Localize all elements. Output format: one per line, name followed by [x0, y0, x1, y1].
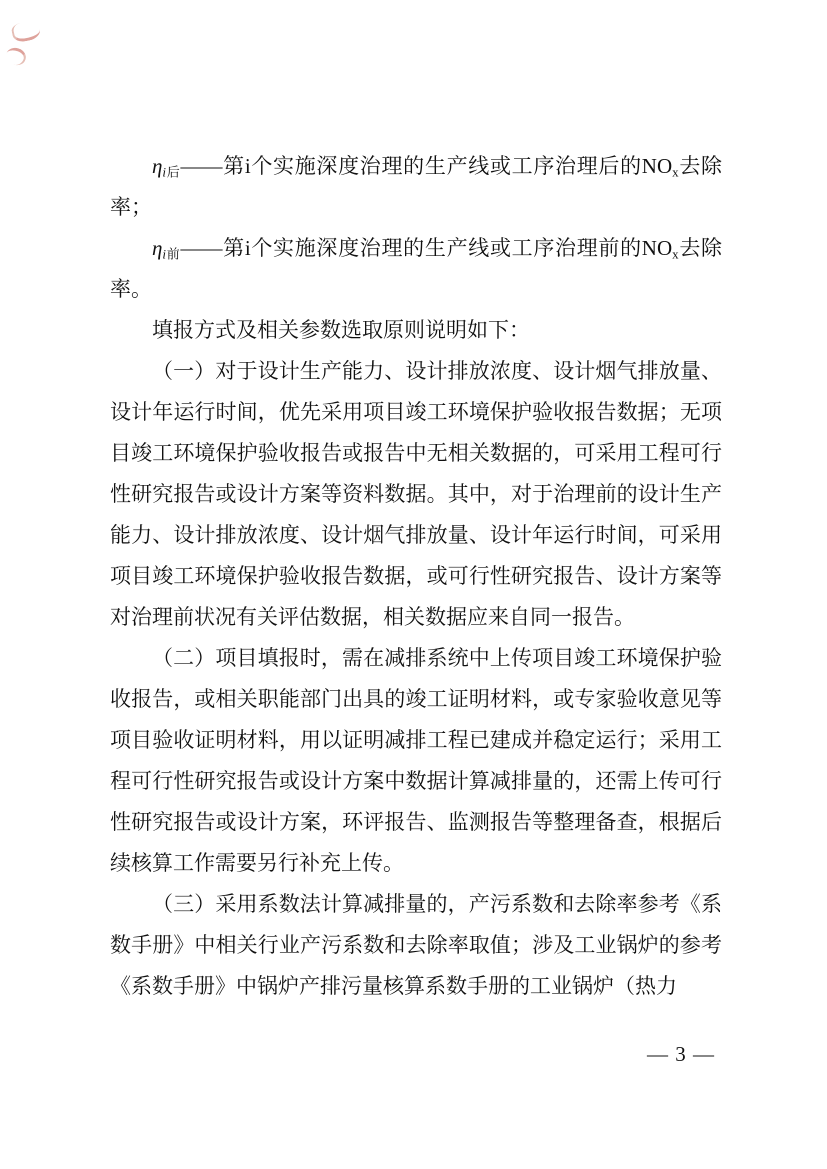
- definition-text: ——第i个实施深度治理的生产线或工序治理前的NO: [180, 236, 673, 260]
- subscript-x: x: [672, 246, 679, 262]
- eta-symbol: η: [152, 236, 163, 260]
- paragraph-one: （一）对于设计生产能力、设计排放浓度、设计烟气排放量、设计年运行时间，优先采用项目竣工环境保护验收报告数据；无项目竣工环境保护验收报告或报告中无相关数据的，可采用工程可行性研究报告或设计方案等资料数据。其中，对于治理前的设计生产能力、设计排放浓度、设计烟气排放量、设计年运行时间，可采用项目竣工环境保护验收报告数据，或可行性研究报告、设计方案等对治理前状况有关评估数据，相关数据应来自同一报告。: [110, 359, 722, 629]
- definition-text-tail: 去除率；: [110, 154, 723, 219]
- subscript-x: x: [672, 164, 679, 180]
- subscript-i: i: [162, 246, 167, 262]
- paragraph-three: （三）采用系数法计算减排量的，产污系数和去除率参考《系数手册》中相关行业产污系数和去除率取值；涉及工业锅炉的参考《系数手册》中锅炉产排污量核算系数手册的工业锅炉（热力: [110, 892, 722, 998]
- formula-definition-eta-before: [110, 228, 722, 310]
- eta-symbol: η: [152, 154, 163, 178]
- definition-text-tail: 去除率。: [110, 236, 723, 301]
- intro-line: 填报方式及相关参数选取原则说明如下：: [152, 318, 530, 342]
- subscript-after: 后: [166, 164, 181, 180]
- scan-artifact: [4, 45, 28, 67]
- formula-definition-eta-after: [110, 146, 722, 228]
- page-number: — 3 —: [647, 1042, 715, 1066]
- subscript-before: 前: [166, 246, 181, 262]
- subscript-i: i: [162, 164, 167, 180]
- paragraph-two: （二）项目填报时，需在减排系统中上传项目竣工环境保护验收报告，或相关职能部门出具的竣工证明材料，或专家验收意见等项目验收证明材料，用以证明减排工程已建成并稳定运行；采用工程可行性研究报告或设计方案中数据计算减排量的，还需上传可行性研究报告或设计方案，环评报告、监测报告等整理备查，根据后续核算工作需要另行补充上传。: [110, 646, 722, 875]
- page-content: [110, 146, 722, 1007]
- scan-artifact: [10, 19, 41, 43]
- definition-text: ——第i个实施深度治理的生产线或工序治理后的NO: [180, 154, 673, 178]
